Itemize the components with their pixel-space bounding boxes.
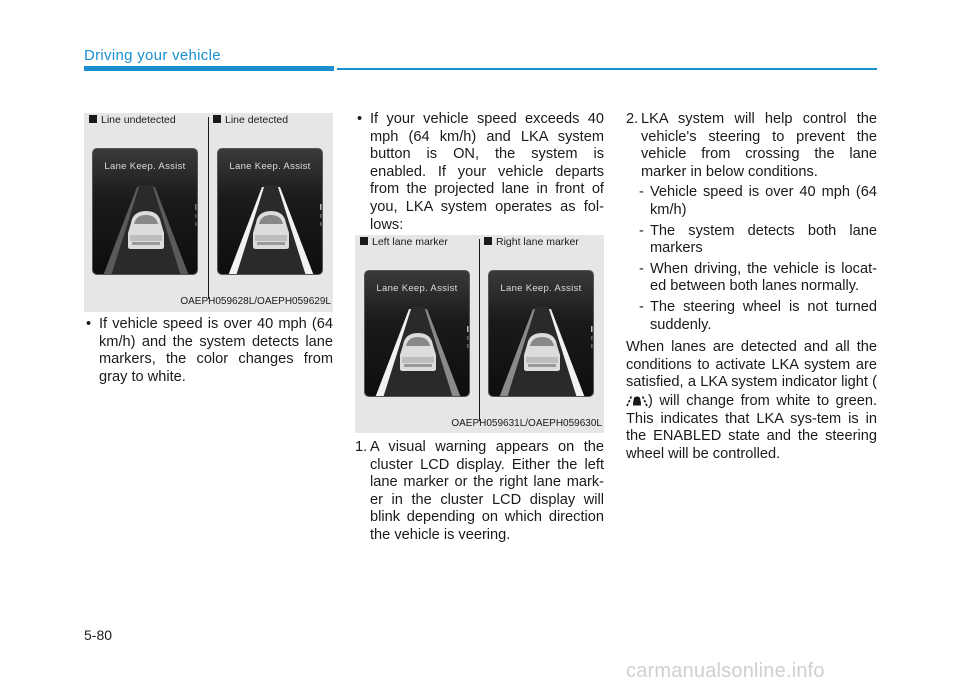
bullet-speed-color: • If vehicle speed is over 40 mph (64 km/h) and the system detects lane markers, the color changes from gray to white. bbox=[84, 316, 333, 386]
level-tick bbox=[195, 222, 197, 226]
level-tick bbox=[591, 344, 593, 348]
condition-text: The steering wheel is not turned suddenly. bbox=[650, 298, 877, 333]
figure-label-text: Right lane marker bbox=[496, 236, 579, 248]
paragraph-text: When lanes are detected and all the conditions to activate LKA system are satisfied, a LKA system indicator light ( bbox=[626, 339, 877, 391]
figure-label-right bbox=[484, 236, 579, 248]
column-2-bottom bbox=[355, 439, 604, 545]
figure-code: OAEPH059631L/OAEPH059630L bbox=[451, 418, 602, 429]
item-text: LKA system will help control the vehicle's steering to prevent the vehicle from crossing the lane marker in below conditions. bbox=[641, 111, 877, 180]
car-icon bbox=[524, 333, 560, 371]
figure-lane-detection bbox=[84, 113, 333, 312]
figure-divider bbox=[479, 239, 480, 421]
car-icon bbox=[253, 211, 289, 249]
square-icon bbox=[89, 115, 97, 123]
header-rule-thin bbox=[337, 68, 877, 70]
level-tick bbox=[591, 336, 593, 340]
condition-item: - When driving, the vehicle is locat-ed between both lanes normally. bbox=[639, 260, 877, 295]
level-tick bbox=[320, 222, 322, 226]
figure-lane-marker-warning bbox=[355, 235, 604, 433]
lka-indicator-icon bbox=[626, 392, 648, 407]
item-number: 1. bbox=[355, 439, 368, 455]
level-tick bbox=[195, 214, 197, 218]
lka-indicator-paragraph bbox=[626, 339, 877, 463]
lane-graphic bbox=[365, 271, 470, 397]
level-tick bbox=[320, 204, 322, 210]
condition-text: When driving, the vehicle is locat-ed between both lanes normally. bbox=[650, 260, 877, 295]
figure-label-text: Line undetected bbox=[101, 114, 176, 126]
figure-code: OAEPH059628L/OAEPH059629L bbox=[180, 296, 331, 307]
condition-item: - Vehicle speed is over 40 mph (64 km/h) bbox=[639, 184, 877, 218]
screen-title: Lane Keep. Assist bbox=[500, 283, 582, 294]
condition-text: Vehicle speed is over 40 mph (64 km/h) bbox=[650, 184, 877, 218]
level-tick bbox=[591, 326, 593, 332]
square-icon bbox=[484, 237, 492, 245]
level-tick bbox=[467, 326, 469, 332]
screen-title: Lane Keep. Assist bbox=[376, 283, 458, 294]
watermark: carmanualsonline.info bbox=[626, 660, 825, 682]
column-1 bbox=[84, 316, 333, 386]
lane-graphic bbox=[489, 271, 594, 397]
cluster-display-undetected bbox=[92, 148, 198, 275]
figure-label-right bbox=[213, 114, 288, 126]
lane-graphic bbox=[93, 149, 198, 275]
page-number: 5-80 bbox=[84, 627, 113, 643]
column-2-top bbox=[355, 111, 604, 234]
cluster-display-detected bbox=[217, 148, 323, 275]
item-number: 2. bbox=[626, 111, 639, 127]
paragraph-text: ) will change from white to green. This indicates that LKA sys-tem is in the ENABLED state and the steering wheel will be controlled. bbox=[626, 392, 877, 462]
cluster-display-left-marker bbox=[364, 270, 470, 397]
numbered-item-1 bbox=[355, 439, 604, 545]
level-tick bbox=[195, 204, 197, 210]
level-tick bbox=[320, 214, 322, 218]
screen-title: Lane Keep. Assist bbox=[229, 161, 311, 172]
square-icon bbox=[213, 115, 221, 123]
cluster-display-right-marker bbox=[488, 270, 594, 397]
figure-label-text: Line detected bbox=[225, 114, 289, 126]
column-3 bbox=[626, 111, 877, 463]
section-title: Driving your vehicle bbox=[84, 47, 221, 64]
car-icon bbox=[128, 211, 164, 249]
condition-item: - The steering wheel is not turned suddenly. bbox=[639, 298, 877, 333]
bullet-lka-operation: • If your vehicle speed exceeds 40 mph (64 km/h) and LKA system button is ON, the system is enabled. If your vehicle departs from the projected lane in front of you, LKA system operates as fol-lows: bbox=[355, 111, 604, 234]
square-icon bbox=[360, 237, 368, 245]
lane-graphic bbox=[218, 149, 323, 275]
figure-label-left bbox=[360, 236, 448, 248]
condition-text: The system detects both lane markers bbox=[650, 222, 877, 257]
car-icon bbox=[400, 333, 436, 371]
level-tick bbox=[467, 336, 469, 340]
condition-item: - The system detects both lane markers bbox=[639, 222, 877, 257]
figure-label-text: Left lane marker bbox=[372, 236, 448, 248]
figure-label-left bbox=[89, 114, 176, 126]
item-text: A visual warning appears on the cluster LCD display. Either the left lane marker or the right lane mark-er in the cluster LCD display will blink depending on which direction the vehicle is veering. bbox=[370, 439, 604, 543]
level-tick bbox=[467, 344, 469, 348]
numbered-item-2 bbox=[626, 111, 877, 181]
header-rule-thick bbox=[84, 66, 334, 71]
screen-title: Lane Keep. Assist bbox=[104, 161, 186, 172]
figure-divider bbox=[208, 117, 209, 299]
